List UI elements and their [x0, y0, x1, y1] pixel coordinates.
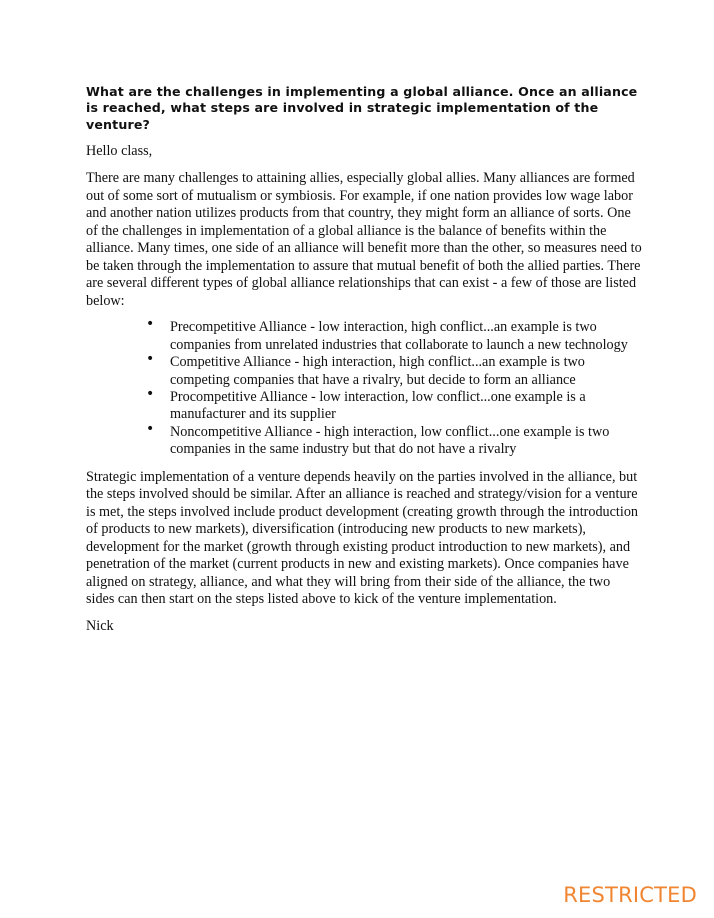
list-item [86, 316, 630, 354]
bullet-icon: • [146, 420, 155, 437]
list-item [86, 351, 630, 389]
question-heading: What are the challenges in implementing a global alliance. Once an alliance is reached, what steps are involved in strategic implementation of the venture? [86, 84, 638, 132]
bullet-icon: • [146, 351, 155, 368]
bullet-icon: • [146, 316, 155, 333]
list-item [86, 420, 630, 459]
list-item-text: Noncompetitive Alliance - high interaction, low conflict...one example is two companies in the same industry but that do not have a rivalry [170, 423, 610, 458]
list-item-text: Competitive Alliance - high interaction, high conflict...an example is two competing companies that have a rivalry, but decide to form an alliance [170, 354, 585, 388]
list-item-text: Precompetitive Alliance - low interaction, high conflict...an example is two companies from unrelated industries that collaborate to launch a new technology [170, 319, 628, 353]
list-item [86, 386, 630, 424]
signature: Nick [86, 617, 114, 634]
document-body [86, 84, 642, 644]
greeting: Hello class, [86, 142, 153, 159]
list-item-text: Procompetitive Alliance - low interaction, low conflict...one example is a manufacturer and its supplier [170, 389, 586, 423]
intro-paragraph: There are many challenges to attaining allies, especially global allies. Many alliances are formed out of some sort of mutualism or symbiosis. For example, if one nation provides low wage labor and another nation utilizes products from that country, they might form an alliance of sorts. One of the challenges in implementation of a global alliance is the balance of benefits within the alliance. Many times, one side of an alliance will benefit more than the other, so measures need to be taken through the implementation to assure that mutual benefit of both the allied parties. There are several different types of global alliance relationships that can exist - a few of those are listed below: [86, 170, 642, 309]
bullet-icon: • [146, 386, 155, 403]
strategy-paragraph: Strategic implementation of a venture depends heavily on the parties involved in the alliance, but the steps involved should be similar. After an alliance is reached and strategy/vision for a venture is met, the steps involved include product development (creating growth through the introduction of products to new markets), diversification (introducing new products to new markets), development for the market (growth through existing product introduction to new markets), and penetration of the market (current products in new and existing markets). Once companies have aligned on strategy, alliance, and what they will bring from their side of the alliance, the two sides can then start on the steps listed above to kick of the venture implementation. [86, 468, 639, 608]
alliance-types-list [86, 316, 642, 458]
restricted-watermark: RESTRICTED [563, 883, 697, 907]
